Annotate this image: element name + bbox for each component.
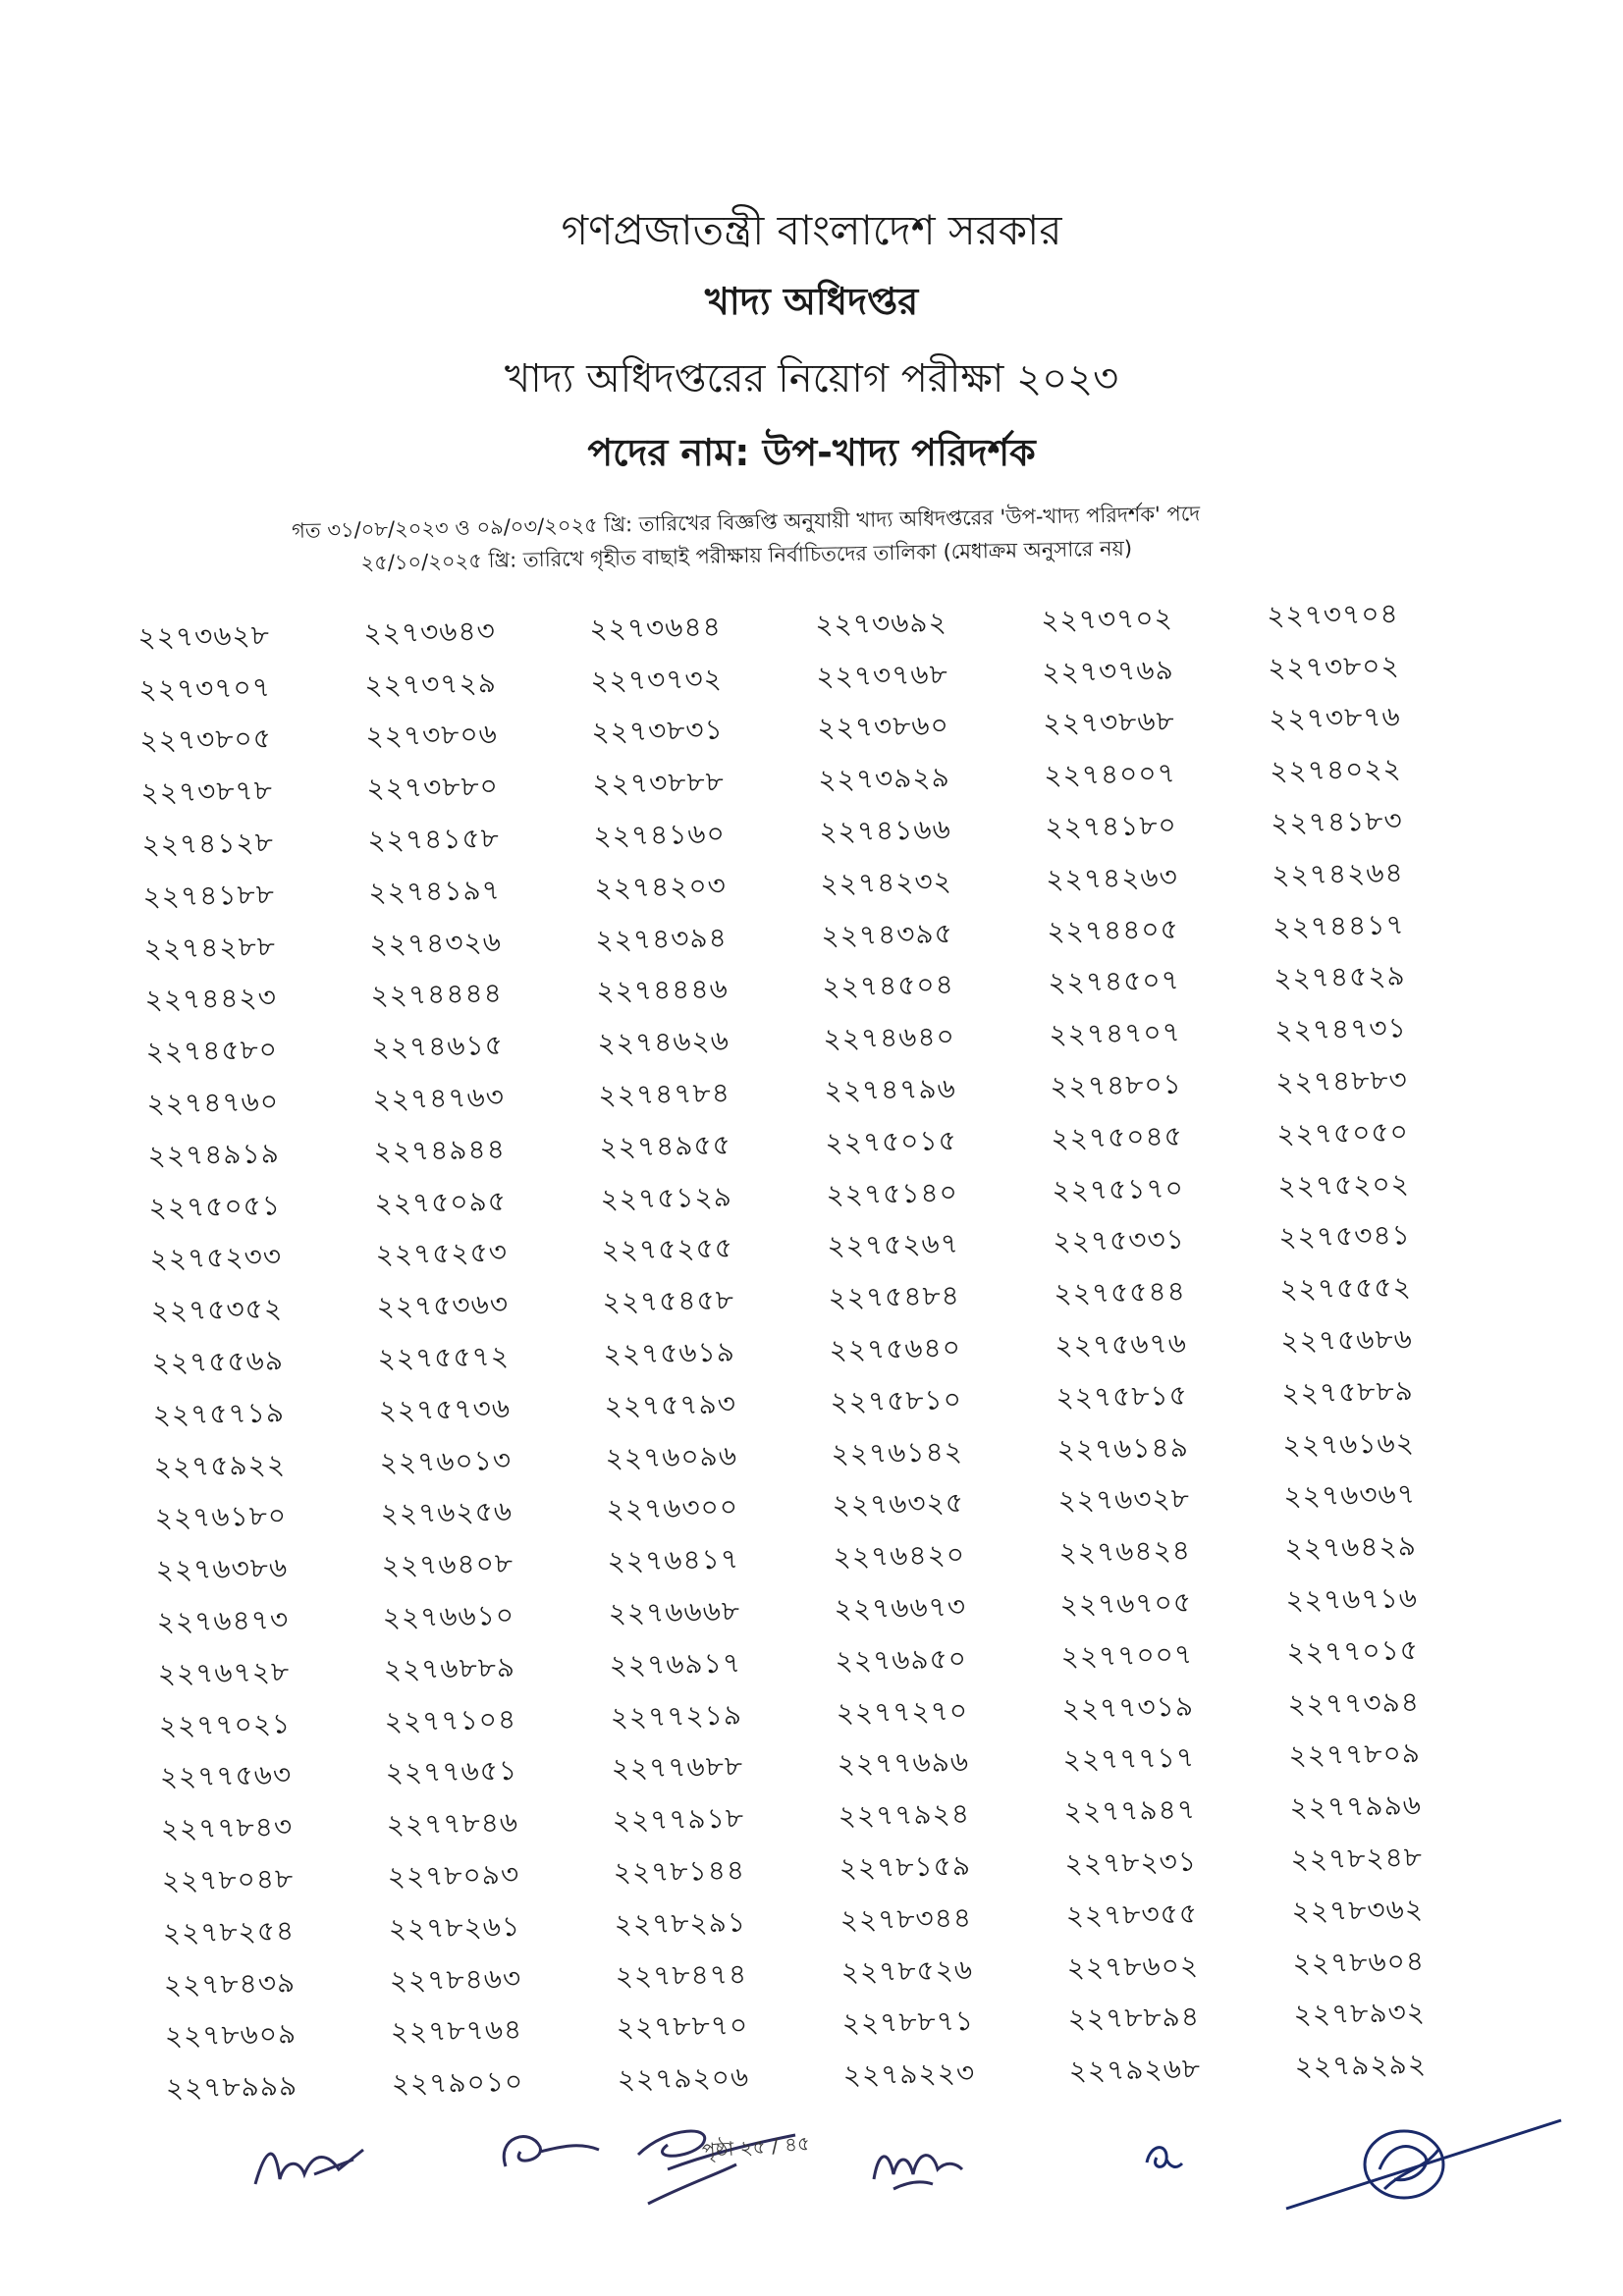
roll-number: ২২৭৭৮৪৬ [386, 1805, 519, 1842]
roll-number: ২২৭৫০৯৫ [374, 1184, 508, 1220]
roll-number: ২২৭৭৩১৯ [1061, 1689, 1195, 1725]
roll-number: ২২৭৬৭০৫ [1059, 1585, 1193, 1622]
roll-number: ২২৭৩৮৭৮ [140, 774, 274, 810]
roll-number: ২২৭৪৮০১ [1050, 1067, 1183, 1103]
roll-number: ২২৭৬৩২৫ [832, 1486, 965, 1522]
roll-number: ২২৭৪৯৫৫ [599, 1128, 732, 1163]
initial-mark [1139, 2138, 1188, 2177]
roll-number: ২২৭৬১৮০ [154, 1499, 288, 1535]
roll-number: ২২৭৫৫৫২ [1279, 1270, 1413, 1307]
roll-number: ২২৭৬৭২৮ [157, 1655, 291, 1690]
roll-number: ২২৭৫৮১৫ [1055, 1378, 1189, 1415]
roll-number: ২২৭৬৪০৮ [381, 1547, 514, 1582]
roll-number: ২২৭৫২৩৩ [149, 1240, 283, 1276]
roll-number: ২২৭৮০৯৩ [387, 1857, 520, 1894]
roll-number: ২২৭৪৪১৭ [1272, 907, 1405, 943]
roll-number: ২২৭৪৪০৫ [1047, 912, 1180, 947]
roll-number: ২২৭৮৩৪৪ [839, 1900, 973, 1937]
roll-number: ২২৭৪৪৪৬ [596, 972, 730, 1008]
signature-4 [864, 2130, 972, 2199]
roll-number: ২২৭৪৭৬৩ [372, 1080, 506, 1116]
roll-number: ২২৭৩৮৭৬ [1268, 700, 1401, 736]
roll-number: ২২৭৪১৮৮ [142, 878, 276, 913]
roll-number: ২২৭৩৮০৫ [139, 721, 273, 758]
roll-number: ২২৭৭৭১৭ [1062, 1740, 1196, 1777]
post-title: পদের নাম: উপ-খাদ্য পরিদর্শক [587, 431, 1036, 474]
roll-number: ২২৭৪৮৮৩ [1275, 1063, 1409, 1098]
roll-number: ২২৭৮০৪৮ [161, 1862, 295, 1897]
roll-number: ২২৭৪৫০৭ [1048, 964, 1181, 999]
roll-number: ২২৭৪৫০৪ [822, 968, 955, 1004]
roll-number: ২২৭৫৯২২ [153, 1447, 287, 1483]
roll-number: ২২৭৬১৬২ [1282, 1425, 1416, 1462]
roll-number: ২২৭৭০১৫ [1286, 1632, 1420, 1669]
roll-number: ২২৭৬৯১৭ [609, 1646, 742, 1682]
roll-number: ২২৭৮৩৫৫ [1065, 1896, 1199, 1932]
roll-number: ২২৭৩৮০২ [1267, 649, 1400, 684]
roll-number: ২২৭৪৬১৫ [371, 1029, 505, 1064]
roll-number: ২২৭৪০২২ [1269, 752, 1402, 788]
roll-number: ২২৭৫২৫৩ [375, 1236, 509, 1271]
roll-number: ২২৭৯২৬৮ [1068, 2052, 1202, 2088]
roll-number: ২২৭৬৩২৮ [1057, 1482, 1191, 1518]
roll-number: ২২৭৩৭০২ [1040, 601, 1174, 637]
roll-number: ২২৭৮৮৭১ [841, 2004, 975, 2040]
roll-number: ২২৭৪৩৯৪ [595, 921, 729, 956]
roll-number: ২২৭৩৮৮৮ [592, 765, 726, 801]
notice-line-1: গত ৩১/০৮/২০২৩ ও ০৯/০৩/২০২৫ খ্রি: তারিখের বিজ্ঞপ্তি অনুযায়ী খাদ্য অধিদপ্তরের 'উপ-খাদ্য পরিদর্শক' পদে [291, 502, 1201, 543]
roll-number: ২২৭৯২২৩ [842, 2056, 976, 2092]
roll-number: ২২৭৮২৯১ [614, 1905, 747, 1941]
roll-number: ২২৭৮৫২৬ [840, 1952, 974, 1989]
roll-number: ২২৭৫৭৯৩ [604, 1387, 737, 1422]
roll-number: ২২৭৫০৫১ [148, 1188, 282, 1224]
roll-number: ২২৭৬৪৭৩ [156, 1603, 290, 1638]
roll-number: ২২৭৮৯৯৯ [165, 2069, 298, 2105]
roll-number: ২২৭৪৬৪০ [823, 1020, 956, 1055]
roll-number: ২২৭৪৭৬০ [146, 1085, 280, 1120]
roll-number: ২২৭৭২১৯ [610, 1698, 743, 1734]
roll-number: ২২৭৪২৩২ [820, 864, 953, 900]
roll-number: ২২৭৫১৪০ [826, 1175, 959, 1211]
roll-number: ২২৭৭৬৫১ [385, 1754, 518, 1789]
roll-number: ২২৭৫৫৬৯ [151, 1344, 285, 1379]
roll-number: ২২৭৭১০৪ [384, 1702, 517, 1737]
roll-number: ২২৭৬৪১৭ [607, 1542, 740, 1578]
roll-number: ২২৭৩৭০৭ [138, 670, 272, 706]
roll-number: ২২৭৫০৫০ [1276, 1115, 1410, 1150]
roll-number: ২২৭৫০৪৫ [1051, 1119, 1184, 1155]
roll-number: ২২৭৬০১৩ [379, 1443, 513, 1479]
roll-number: ২২৭৭৬৮৮ [611, 1749, 744, 1786]
roll-number: ২২৭৭৮০৯ [1288, 1736, 1422, 1773]
roll-number: ২২৭৬৪২০ [833, 1538, 966, 1574]
roll-number: ২২৭৬৪২৪ [1058, 1533, 1192, 1570]
roll-number: ২২৭৭০০৭ [1060, 1637, 1194, 1673]
roll-number: ২২৭৩৬৪৪ [589, 610, 723, 646]
roll-number: ২২৭৭০২১ [158, 1706, 292, 1742]
department-title: খাদ্য অধিদপ্তর [704, 280, 919, 323]
roll-number: ২২৭৪২৮৮ [143, 930, 277, 965]
roll-number: ২২৭৮৬০৪ [1292, 1944, 1426, 1980]
roll-number: ২২৭৪৬২৬ [597, 1024, 730, 1060]
roll-number: ২২৭৫২৬৭ [827, 1227, 960, 1263]
roll-number: ২২৭৮২৪৮ [1290, 1841, 1424, 1876]
roll-number: ২২৭৮২৩১ [1064, 1844, 1198, 1881]
signature-2 [491, 2122, 609, 2181]
notice-line-2: ২৫/১০/২০২৫ খ্রি: তারিখে গৃহীত বাছাই পরীক্ষায় নির্বাচিতদের তালিকা (মেধাক্রম অনুসারে নয়) [360, 536, 1133, 575]
roll-number: ২২৭৫১২৯ [600, 1180, 733, 1215]
notice-text [186, 495, 1306, 583]
page-number: পৃষ্ঠা ২৫ / ৪৫ [701, 2131, 811, 2163]
roll-number: ২২৭৪১৬০ [593, 817, 727, 853]
roll-number: ২২৭৫৭৩৬ [378, 1391, 512, 1427]
roll-number: ২২৭৫৬১৯ [603, 1335, 736, 1371]
roll-number: ২২৭৭৯৯৬ [1289, 1789, 1423, 1824]
roll-number: ২২৭৩৮০৬ [365, 718, 499, 754]
roll-number: ২২৭৬৮৮৯ [383, 1650, 516, 1686]
roll-number: ২২৭৭২৭০ [836, 1693, 969, 1730]
roll-number: ২২৭৪২৬৩ [1046, 860, 1179, 896]
roll-number: ২২৭৬৬৬৮ [608, 1594, 741, 1630]
roll-number: ২২৭৫৭১৯ [152, 1396, 286, 1431]
roll-number: ২২৭৫৮১০ [830, 1382, 963, 1418]
roll-number: ২২৭৫৬৪০ [829, 1331, 962, 1366]
roll-number: ২২৭৩৬২৮ [137, 618, 271, 654]
roll-number: ২২৭৬৭১৬ [1285, 1581, 1419, 1617]
roll-number: ২২৭৭৮৪৩ [160, 1810, 294, 1845]
roll-number: ২২৭৩৮৩১ [591, 714, 725, 749]
roll-number: ২২৭৮১৪৪ [613, 1853, 746, 1889]
roll-number: ২২৭৩৯২৯ [818, 761, 951, 796]
roll-number: ২২৭৪১৮৩ [1270, 804, 1403, 839]
roll-number: ২২৭৫৫৪৪ [1054, 1274, 1187, 1310]
roll-number: ২২৭৪৯৪৪ [373, 1132, 507, 1168]
roll-number: ২২৭৮২৫৪ [162, 1913, 296, 1949]
signature-1 [245, 2130, 373, 2199]
roll-number: ২২৭৪১২৮ [141, 826, 275, 862]
roll-number: ২২৭৫৬৮৬ [1280, 1322, 1414, 1358]
roll-number: ২২৭৬২৫৬ [380, 1495, 514, 1530]
roll-number: ২২৭৬৬১০ [382, 1598, 515, 1634]
roll-number: ২২৭৫৮৮৯ [1281, 1374, 1415, 1410]
roll-number: ২২৭৫১৭০ [1052, 1171, 1185, 1206]
roll-number: ২২৭৫৪৮৪ [828, 1279, 961, 1314]
roll-number: ২২৭৬০৯৬ [605, 1439, 738, 1474]
roll-number: ২২৭৪৯১৯ [147, 1137, 281, 1172]
roll-number: ২২৭৩৬৪৩ [363, 614, 497, 650]
roll-number: ২২৭৪০০৭ [1044, 757, 1177, 792]
roll-number: ২২৭৫৩৪১ [1278, 1218, 1412, 1255]
exam-title: খাদ্য অধিদপ্তরের নিয়োগ পরীক্ষা ২০২৩ [504, 356, 1119, 401]
signature-5 [1276, 2110, 1571, 2228]
roll-number: ২২৭৪৩৯৫ [821, 916, 954, 952]
roll-number: ২২৭৫৬৭৬ [1055, 1326, 1188, 1362]
roll-number: ২২৭৬৩৬৭ [1283, 1477, 1417, 1514]
roll-number: ২২৭৫২০২ [1277, 1166, 1411, 1202]
roll-number: ২২৭৬১৪২ [831, 1434, 964, 1470]
roll-number: ২২৭৪৪৪৪ [370, 977, 504, 1012]
roll-number: ২২৭৮৬০৯ [164, 2017, 298, 2054]
roll-number: ২২৭৩৭৬৮ [816, 657, 949, 693]
roll-number: ২২৭৪৫২৯ [1273, 959, 1406, 995]
roll-number: ২২৭৪৭৯৬ [824, 1072, 957, 1107]
roll-number: ২২৭৪৫৮০ [145, 1033, 279, 1069]
roll-number: ২২৭৮২৬১ [388, 1909, 521, 1946]
roll-number: ২২৭৭৯২৪ [838, 1797, 971, 1833]
roll-number: ২২৭৪৪২৩ [144, 981, 278, 1017]
roll-number: ২২৭৯০১০ [391, 2064, 524, 2101]
roll-number: ২২৭৫৩৩১ [1053, 1223, 1186, 1258]
roll-number: ২২৭৬৩০০ [606, 1490, 739, 1526]
roll-number: ২২৭৩৮৬৮ [1043, 705, 1175, 740]
roll-number: ২২৭৪২০৩ [594, 869, 728, 904]
roll-number: ২২৭৬৩৮৬ [155, 1551, 289, 1587]
roll-number: ২২৭৫৫৭২ [377, 1339, 511, 1375]
roll-number: ২২৭৮৯৩২ [1293, 1996, 1427, 2032]
roll-number: ২২৭৬৬৭৩ [834, 1590, 967, 1626]
roll-number: ২২৭৬৪২৯ [1284, 1529, 1418, 1565]
roll-number: ২২৭৪৭৩১ [1274, 1011, 1408, 1047]
roll-number: ২২৭৮৪৬৩ [389, 1961, 522, 1997]
roll-number: ২২৭৮৮৯৪ [1067, 2000, 1201, 2036]
roll-number: ২২৭৩৭৬৯ [1041, 653, 1175, 689]
roll-number: ২২৭৪২৬৪ [1271, 856, 1404, 891]
roll-number: ২২৭৮৪৭৪ [615, 1956, 748, 1993]
roll-number: ২২৭৮৭৬৪ [390, 2013, 523, 2049]
roll-number-grid [137, 588, 1521, 2116]
roll-number: ২২৭৪১৯৭ [368, 873, 502, 909]
roll-number: ২২৭৫৩৬৩ [376, 1288, 510, 1323]
roll-number: ২২৭৫৩৫২ [150, 1292, 284, 1328]
roll-number: ২২৭৮৬০২ [1066, 1949, 1200, 1984]
roll-number: ২২৭৭৩৯৪ [1287, 1684, 1421, 1721]
roll-number: ২২৭৭৫৬৩ [159, 1758, 293, 1794]
roll-number: ২২৭৪৭০৭ [1049, 1015, 1182, 1051]
government-title: গণপ্রজাতন্ত্রী বাংলাদেশ সরকার [561, 206, 1062, 254]
document-header [0, 201, 1623, 480]
roll-number: ২২৭৩৭২৯ [364, 666, 498, 702]
roll-number: ২২৭৯২৯২ [1294, 2048, 1428, 2083]
roll-number: ২২৭৮৮৭০ [616, 2008, 749, 2045]
roll-number: ২২৭৪৩২৬ [369, 925, 503, 961]
roll-number: ২২৭৩৬৯২ [815, 606, 948, 641]
roll-number: ২২৭৮৪৩৯ [163, 1965, 297, 2002]
signature-area [0, 2110, 1623, 2268]
roll-number: ২২৭৬৯৫০ [835, 1641, 968, 1678]
roll-number: ২২৭৯২০৬ [617, 2060, 750, 2097]
roll-number: ২২৭৫০১৫ [825, 1123, 958, 1159]
roll-number: ২২৭৬১৪৯ [1056, 1430, 1190, 1466]
roll-number: ২২৭৫৪৫৮ [602, 1283, 735, 1319]
roll-number: ২২৭৮১৫৯ [839, 1848, 972, 1885]
roll-number: ২২৭৩৭৩২ [590, 662, 724, 697]
roll-number: ২২৭৭৯১৮ [612, 1801, 745, 1838]
roll-number: ২২৭৩৮৬০ [817, 709, 950, 745]
roll-number: ২২৭৭৬৯৬ [837, 1745, 970, 1781]
roll-number: ২২৭৩৭০৪ [1266, 597, 1399, 632]
roll-number: ২২৭৫২৫৫ [601, 1231, 734, 1267]
roll-number: ২২৭৪১৫৮ [367, 822, 501, 857]
roll-number: ২২৭৪৭৮৪ [598, 1076, 731, 1112]
roll-number: ২২৭৮৩৬২ [1291, 1892, 1425, 1928]
roll-number: ২২৭৩৮৮০ [366, 770, 500, 805]
roll-number: ২২৭৭৯৪৭ [1063, 1792, 1197, 1829]
roll-number: ২২৭৪১৬৬ [819, 813, 952, 848]
roll-number: ২২৭৪১৮০ [1045, 808, 1177, 844]
